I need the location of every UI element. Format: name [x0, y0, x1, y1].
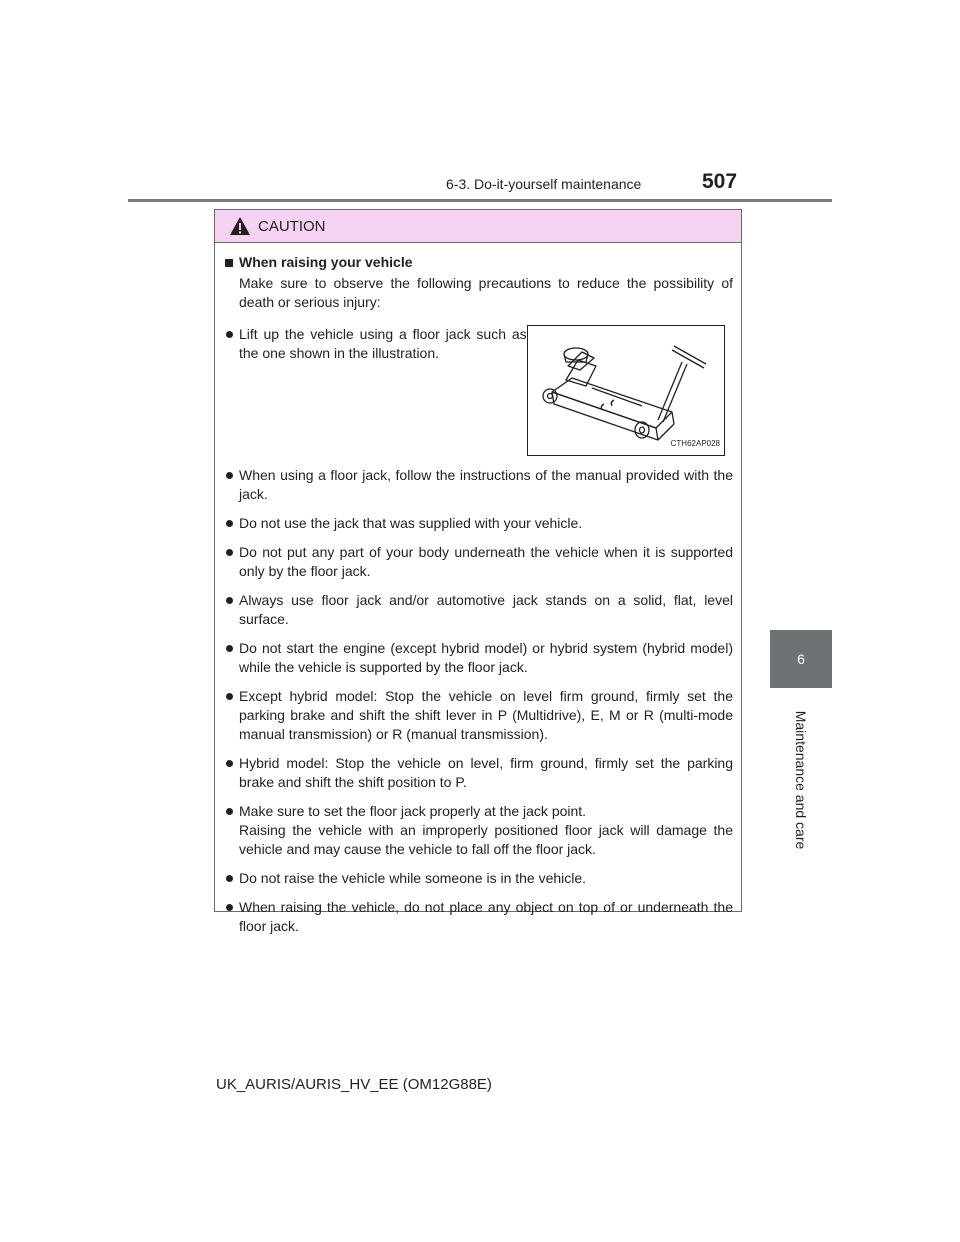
caution-title: CAUTION [258, 217, 326, 235]
list-item: Do not put any part of your body underneath the vehicle when it is supported only by the floor jack. [225, 543, 733, 581]
page-number: 507 [702, 170, 738, 193]
list-item-detail: Raising the vehicle with an improperly positioned floor jack will damage the vehicle and may cause the vehicle to fall off the floor jack. [239, 822, 733, 857]
list-item: Do not use the jack that was supplied with your vehicle. [225, 514, 733, 533]
list-item [225, 802, 733, 859]
list-item: Do not start the engine (except hybrid model) or hybrid system (hybrid model) while the vehicle is supported by the floor jack. [225, 639, 733, 677]
list-item: When using a floor jack, follow the instructions of the manual provided with the jack. [225, 466, 733, 504]
first-bullet-row [225, 325, 733, 456]
square-bullet-icon [225, 259, 233, 267]
chapter-tab [770, 630, 832, 688]
caution-body [215, 243, 741, 936]
model-code: UK_AURIS/AURIS_HV_EE (OM12G88E) [216, 1076, 492, 1093]
list-item: Except hybrid model: Stop the vehicle on level firm ground, firmly set the parking brake and shift the shift lever in P (Multidrive), E, M or R (multi-mode manual transmission) or R (manual transmission). [225, 687, 733, 744]
floor-jack-illustration [527, 325, 725, 456]
list-item: Hybrid model: Stop the vehicle on level, firm ground, firmly set the parking brake and shift the shift position to P. [225, 754, 733, 792]
section-title: 6-3. Do-it-yourself maintenance [446, 176, 642, 192]
header-divider [128, 199, 832, 202]
caution-intro: Make sure to observe the following precautions to reduce the possibility of death or serious injury: [239, 275, 733, 310]
caution-subheading [225, 253, 733, 272]
caution-box [214, 209, 742, 934]
chapter-number: 6 [797, 651, 805, 667]
caution-header [215, 210, 741, 243]
list-item: When raising the vehicle, do not place any object on top of or underneath the floor jack. [225, 898, 733, 936]
figure-code: CTH62AP028 [670, 439, 720, 448]
list-item: Always use floor jack and/or automotive jack stands on a solid, flat, level surface. [225, 591, 733, 629]
list-item-text: Make sure to set the floor jack properly at the jack point. [239, 803, 587, 819]
list-item: Do not raise the vehicle while someone is in the vehicle. [225, 869, 733, 888]
chapter-label: Maintenance and care [793, 710, 809, 850]
list-item: Lift up the vehicle using a floor jack such as the one shown in the illustration. [225, 325, 527, 456]
subheading-text: When raising your vehicle [239, 254, 413, 270]
warning-triangle-icon [229, 216, 251, 236]
floor-jack-icon [532, 330, 722, 448]
